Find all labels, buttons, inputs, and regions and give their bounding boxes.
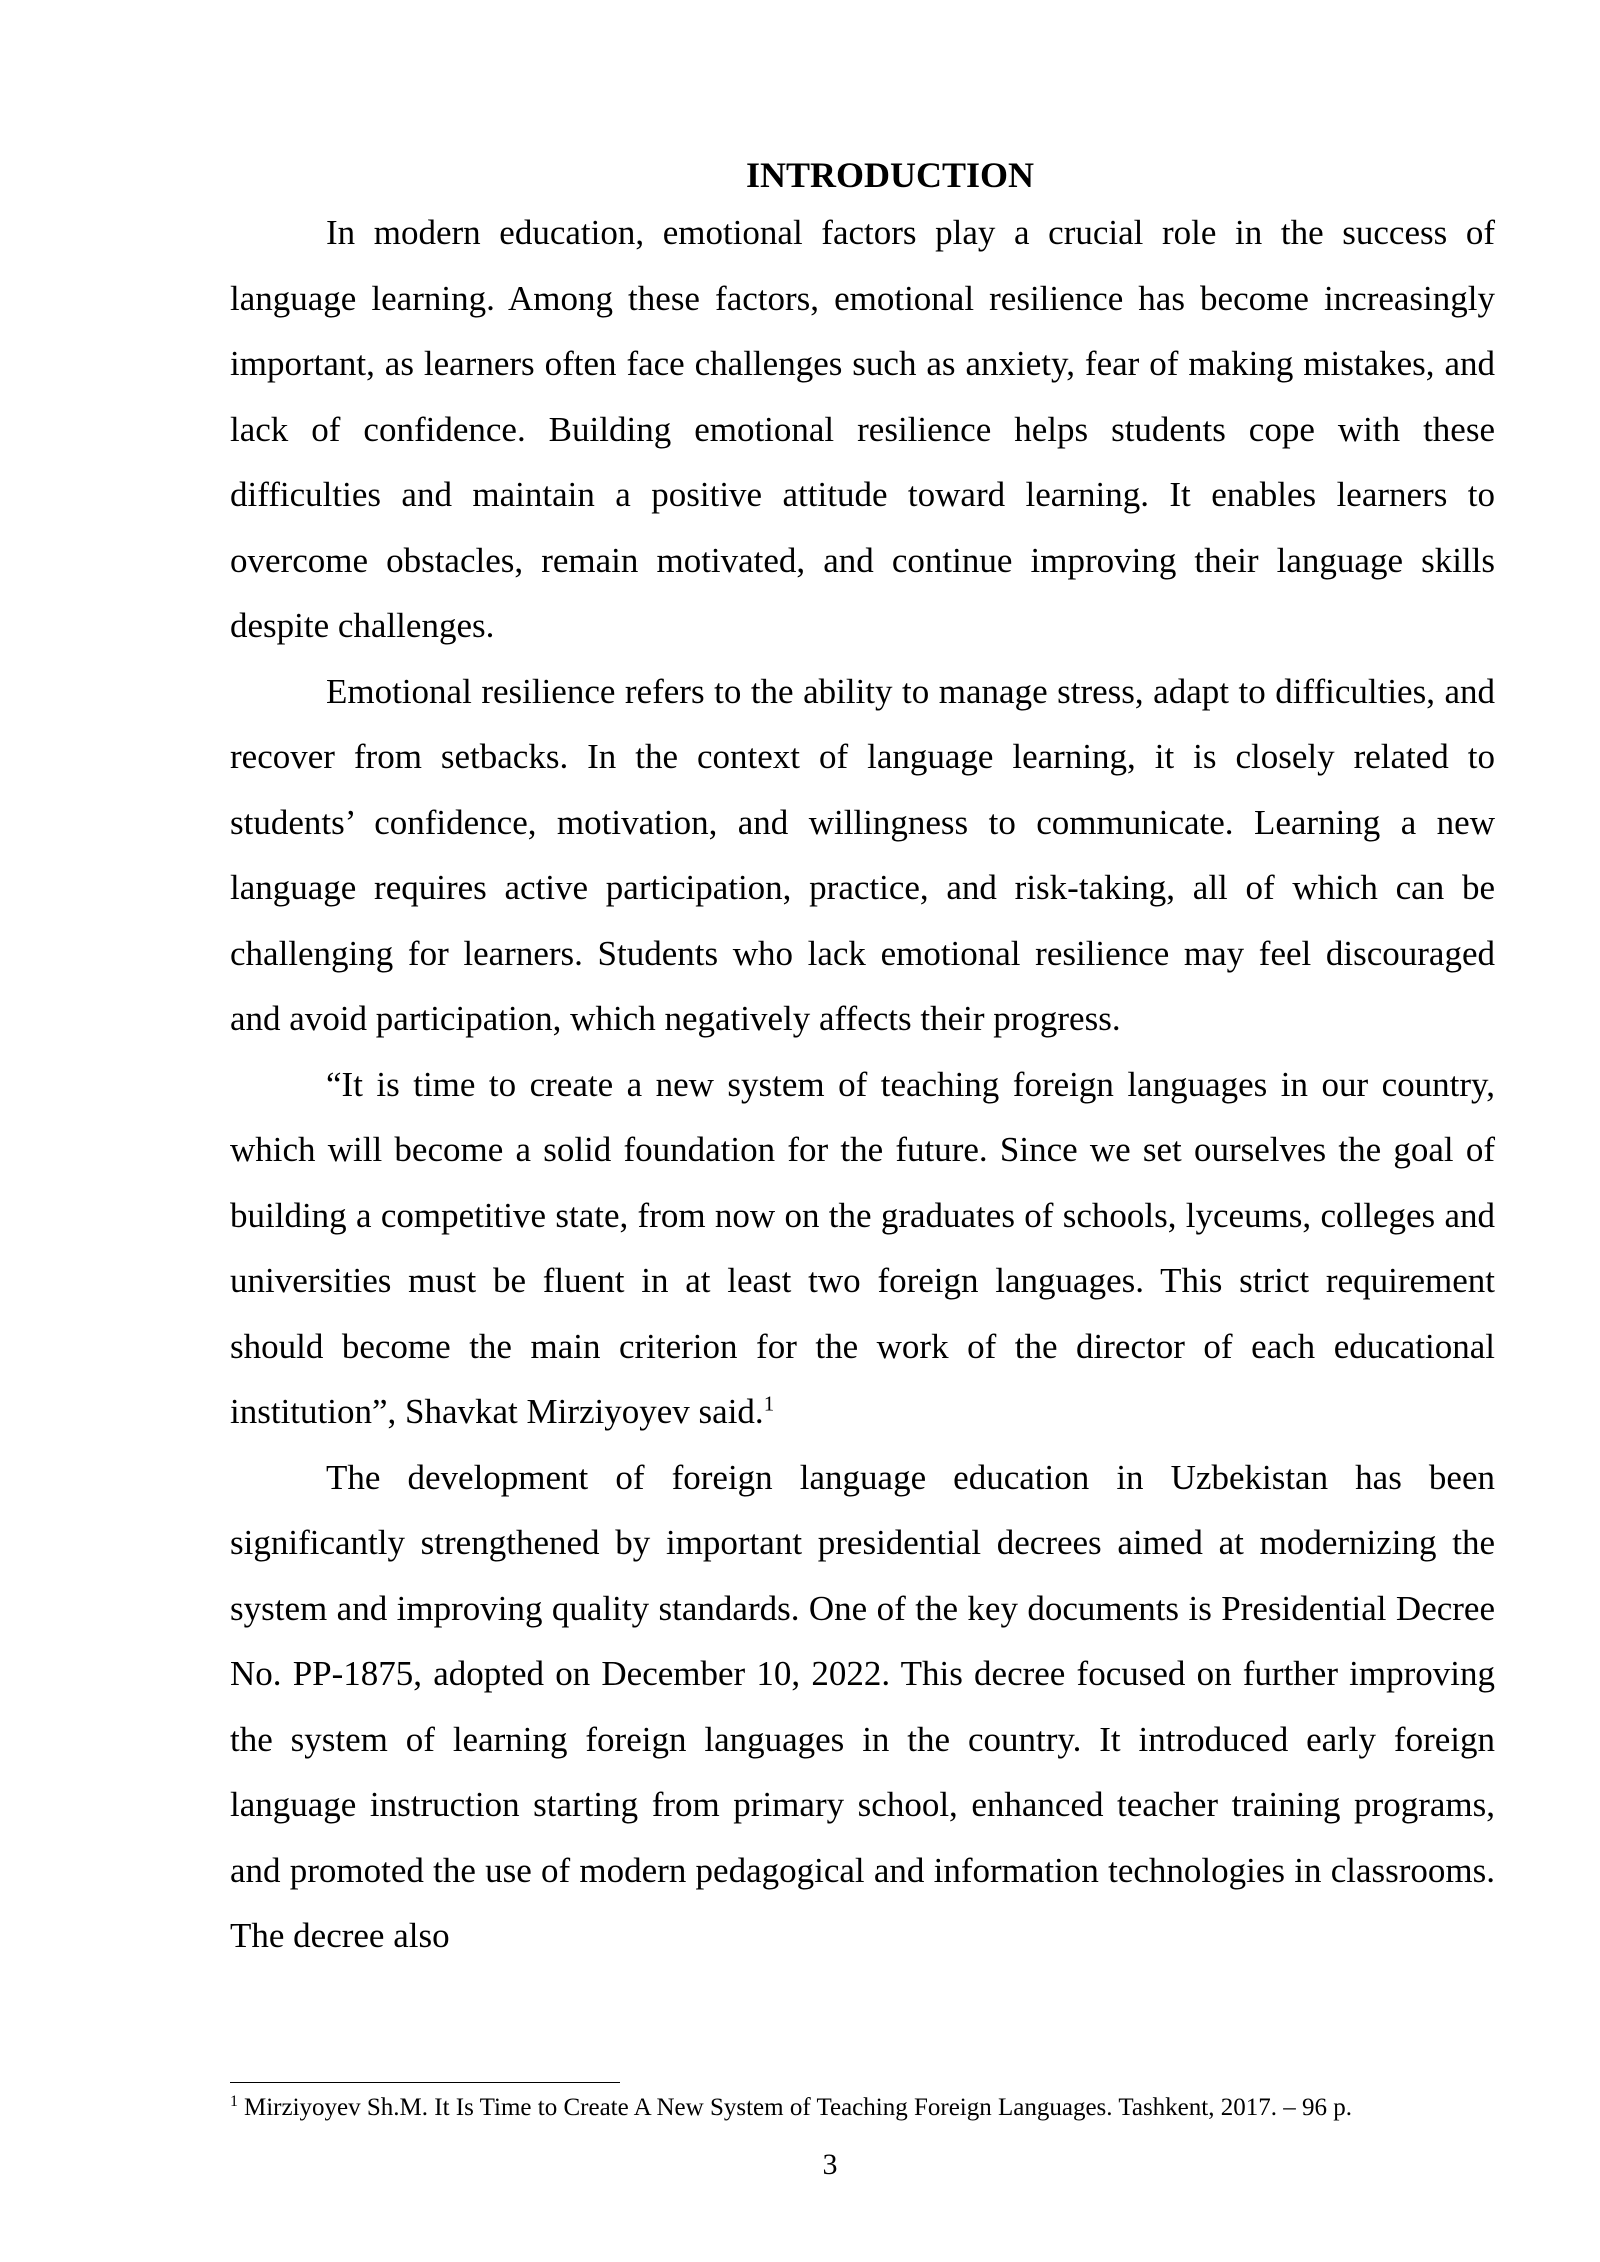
page-number: 3 — [822, 2148, 838, 2181]
footnote-reference: 1 — [763, 1391, 775, 1416]
footnote-text: Mirziyoyev Sh.M. It Is Time to Create A New System of Teaching Foreign Languages. Tashkent, 2017. – 96 p. — [244, 2094, 1352, 2121]
footnote-marker: 1 — [230, 2092, 238, 2110]
quote-text: “It is time to create a new system of teaching foreign languages in our country, which will become a solid foundation for the future. Since we set ourselves the goal of building a competitive state, from now on the graduates of schools, lyceums, colleges and universities must be fluent in at least two foreign languages. This strict requirement should become the main criterion for the work of the director of each educational institution”, Shavkat Mirziyoyev said. — [230, 1064, 1495, 1431]
footnote — [230, 2090, 1530, 2126]
paragraph-4: The development of foreign language education in Uzbekistan has been significantly strengthened by important presidential decrees aimed at modernizing the system and improving quality standards. One of the key documents is Presidential Decree No. PP-1875, adopted on December 10, 2022. This decree focused on further improving the system of learning foreign languages in the country. It introduced early foreign language instruction starting from primary school, enhanced teacher training programs, and promoted the use of modern pedagogical and information technologies in classrooms. The decree also — [230, 1457, 1495, 1955]
paragraph-3-quote — [230, 1052, 1495, 1445]
section-heading: INTRODUCTION — [745, 155, 1035, 195]
page-content — [230, 150, 1495, 1969]
footnote-separator — [230, 2082, 620, 2083]
paragraph-1: In modern education, emotional factors play a crucial role in the success of language learning. Among these factors, emotional resilience has become increasingly important, as learners often face challenges such as anxiety, fear of making mistakes, and lack of confidence. Building emotional resilience helps students cope with these difficulties and maintain a positive attitude toward learning. It enables learners to overcome obstacles, remain motivated, and continue improving their language skills despite challenges. — [230, 213, 1495, 645]
paragraph-2: Emotional resilience refers to the ability to manage stress, adapt to difficulties, and recover from setbacks. In the context of language learning, it is closely related to students’ confidence, motivation, and willingness to communicate. Learning a new language requires active participation, practice, and risk-taking, all of which can be challenging for learners. Students who lack emotional resilience may feel discouraged and avoid participation, which negatively affects their progress. — [230, 671, 1495, 1038]
